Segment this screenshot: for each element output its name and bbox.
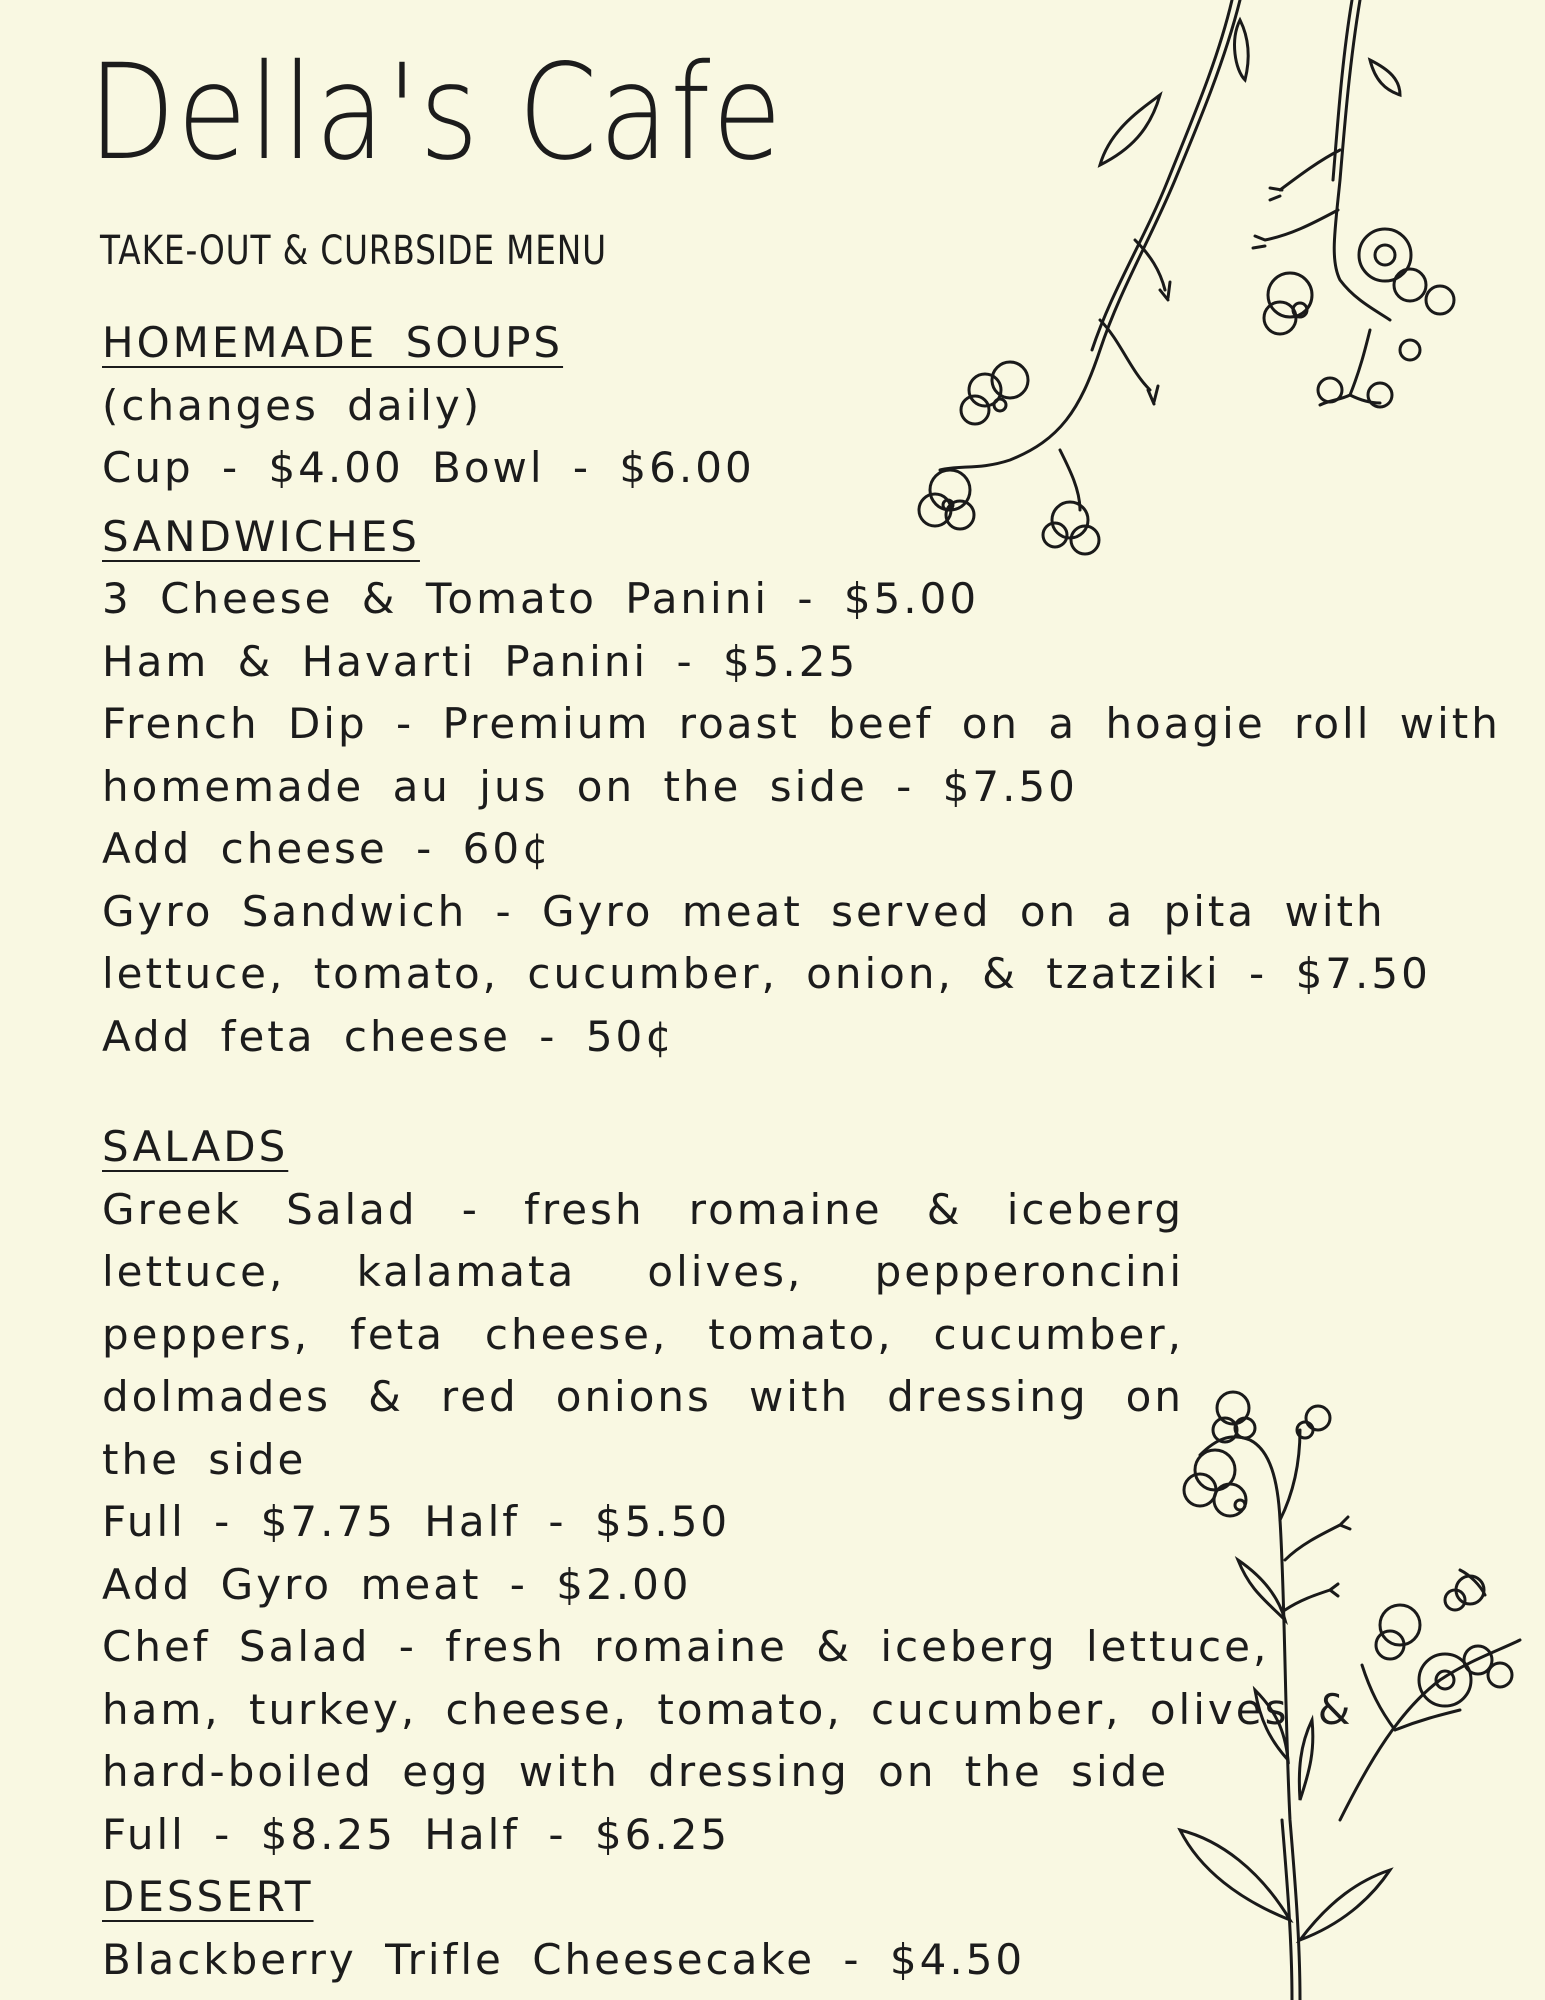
menu-line: Add cheese - 60¢ <box>102 824 552 873</box>
sandwiches-heading: SANDWICHES <box>102 511 420 561</box>
greek-salad-addon: Add Gyro meat - $2.00 <box>102 1559 692 1609</box>
menu-line: Gyro Sandwich - Gyro meat served on a pita with <box>102 886 1386 936</box>
soups-heading: HOMEMADE SOUPS <box>102 318 564 367</box>
menu-line: Add feta cheese - 50¢ <box>102 1011 675 1061</box>
soups-note: (changes daily) <box>102 380 483 430</box>
menu-line: ham, turkey, cheese, tomato, cucumber, olives & <box>102 1684 1354 1734</box>
page-subtitle: TAKE-OUT & CURBSIDE MENU <box>100 228 607 274</box>
soups-prices: Cup - $4.00 Bowl - $6.00 <box>102 443 755 492</box>
menu-line: French Dip - Premium roast beef on a hoagie roll with <box>102 699 1501 748</box>
greek-salad-description: Greek Salad - fresh romaine & iceberg lettuce, kalamata olives, pepperoncini peppers, feta cheese, tomato, cucumber, dolmades & red onions with dressing on the side <box>102 1184 1184 1484</box>
menu-line: Chef Salad - fresh romaine & iceberg lettuce, <box>102 1622 1270 1671</box>
page-title: Della's Cafe <box>88 36 784 190</box>
chef-salad-price: Full - $8.25 Half - $6.25 <box>102 1809 731 1859</box>
flower-branch-illustration <box>919 0 1248 554</box>
menu-line: 3 Cheese & Tomato Panini - $5.00 <box>102 574 980 623</box>
menu-line: lettuce, tomato, cucumber, onion, & tzatziki - $7.50 <box>102 949 1431 998</box>
flower-branch-illustration-2 <box>1253 0 1454 407</box>
menu-line: homemade au jus on the side - $7.50 <box>102 761 1078 811</box>
dessert-item: Blackberry Trifle Cheesecake - $4.50 <box>102 1934 1026 1984</box>
greek-salad-price: Full - $7.75 Half - $5.50 <box>102 1497 731 1546</box>
flower-stem-illustration <box>1180 1392 1520 2000</box>
dessert-heading: DESSERT <box>102 1872 314 1921</box>
menu-line: hard-boiled egg with dressing on the side <box>102 1747 1170 1796</box>
salads-heading: SALADS <box>102 1122 289 1171</box>
menu-line: Ham & Havarti Panini - $5.25 <box>102 636 859 686</box>
